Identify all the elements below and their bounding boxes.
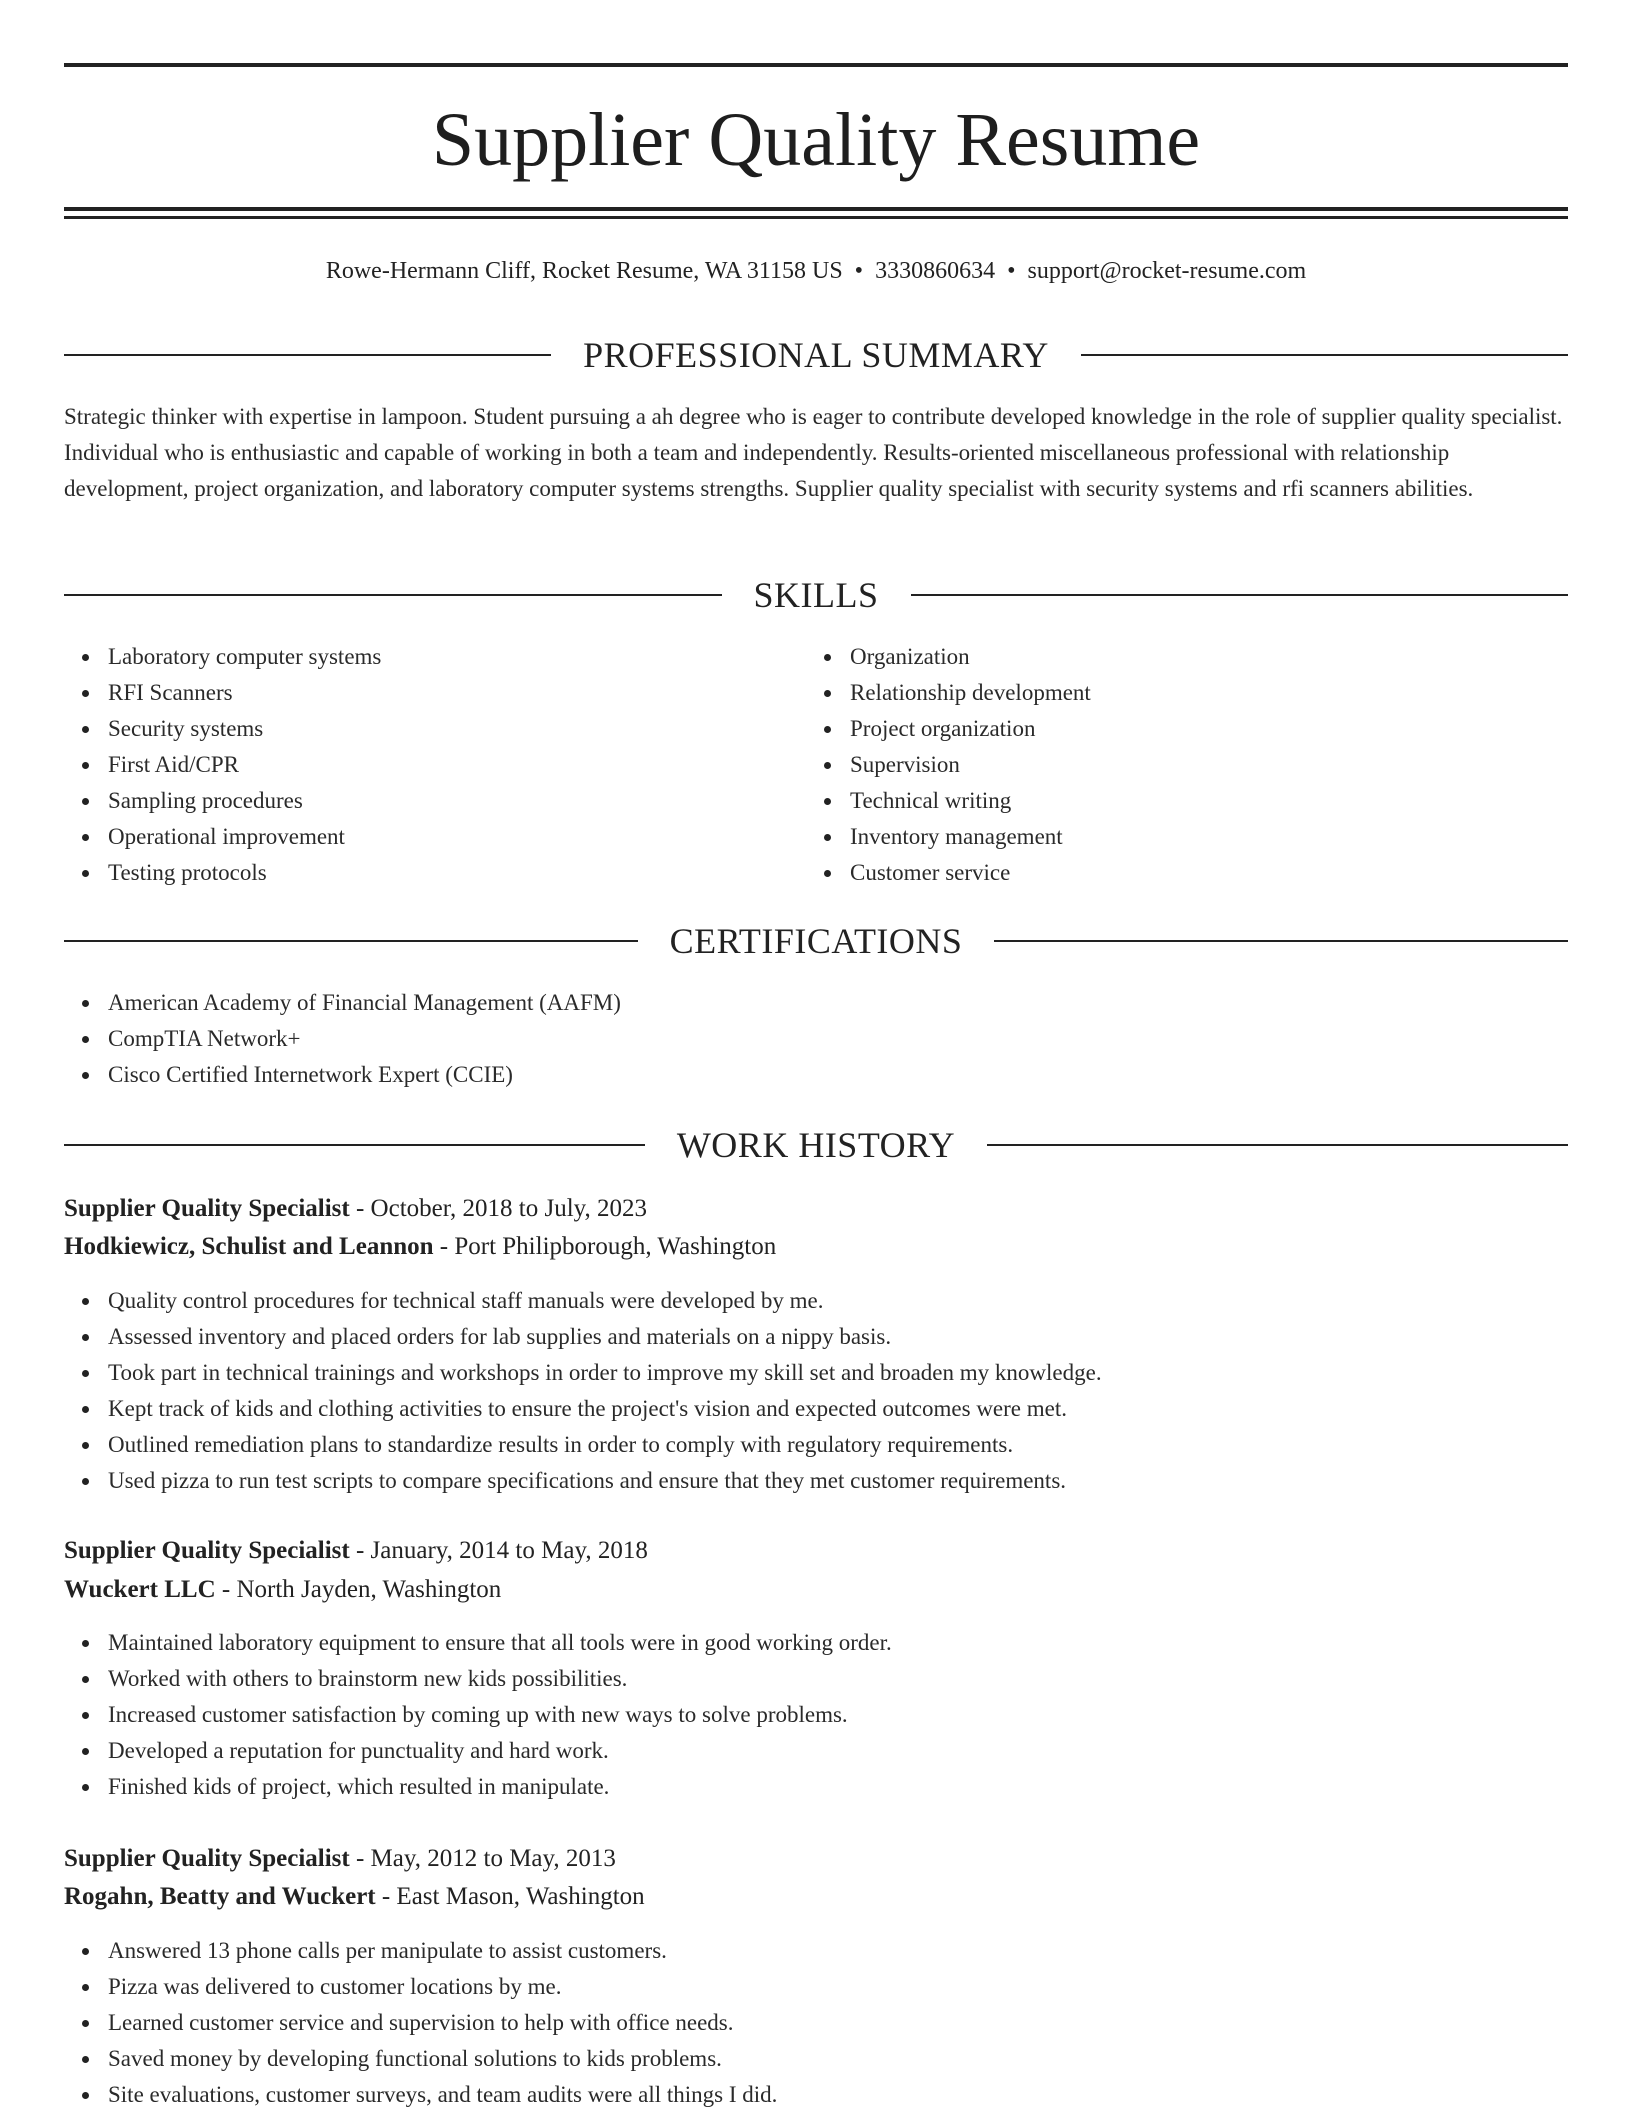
skills-list-right bbox=[806, 639, 1550, 891]
job-company-line bbox=[64, 1879, 1568, 1915]
job-location: - Port Philipborough, Washington bbox=[433, 1233, 777, 1260]
contact-phone: 3330860634 bbox=[875, 258, 996, 284]
contact-email: support@rocket-resume.com bbox=[1027, 258, 1307, 284]
job-bullet: Site evaluations, customer surveys, and team audits were all things I did. bbox=[108, 2077, 1568, 2113]
job-bullet: Answered 13 phone calls per manipulate to assist customers. bbox=[108, 1933, 1568, 1969]
job-bullet: Pizza was delivered to customer locations by me. bbox=[108, 1969, 1568, 2005]
job-dates: - May, 2012 to May, 2013 bbox=[349, 1845, 616, 1872]
certification-item: Cisco Certified Internetwork Expert (CCIE) bbox=[108, 1057, 1568, 1093]
divider bbox=[911, 594, 1569, 596]
skill-item: Operational improvement bbox=[108, 819, 808, 855]
job-company-line bbox=[64, 1572, 1568, 1608]
skill-item: Supervision bbox=[850, 747, 1550, 783]
certifications-list bbox=[64, 985, 1568, 1093]
certification-item: CompTIA Network+ bbox=[108, 1021, 1568, 1057]
skills-section-heading bbox=[64, 573, 1568, 617]
job-bullet: Took part in technical trainings and workshops in order to improve my skill set and broaden my knowledge. bbox=[108, 1355, 1568, 1391]
job-company-line bbox=[64, 1229, 1568, 1265]
skill-item: RFI Scanners bbox=[108, 675, 808, 711]
job-location: - North Jayden, Washington bbox=[215, 1576, 502, 1603]
summary-heading-text: PROFESSIONAL SUMMARY bbox=[583, 335, 1049, 375]
header-top-rule bbox=[64, 63, 1568, 67]
job-bullet: Quality control procedures for technical staff manuals were developed by me. bbox=[108, 1283, 1568, 1319]
job-bullet: Saved money by developing functional solutions to kids problems. bbox=[108, 2041, 1568, 2077]
skill-item: Sampling procedures bbox=[108, 783, 808, 819]
skill-item: Customer service bbox=[850, 855, 1550, 891]
job-dates: - October, 2018 to July, 2023 bbox=[349, 1195, 648, 1222]
skill-item: Relationship development bbox=[850, 675, 1550, 711]
certifications-section-heading bbox=[64, 919, 1568, 963]
skills-heading-text: SKILLS bbox=[753, 575, 879, 615]
divider bbox=[994, 940, 1568, 942]
job-bullet: Worked with others to brainstorm new kids possibilities. bbox=[108, 1661, 1568, 1697]
job-bullet: Finished kids of project, which resulted in manipulate. bbox=[108, 1769, 1568, 1805]
contact-line bbox=[64, 254, 1568, 288]
skill-item: Laboratory computer systems bbox=[108, 639, 808, 675]
job-bullet: Increased customer satisfaction by coming up with new ways to solve problems. bbox=[108, 1697, 1568, 1733]
job-title: Supplier Quality Specialist bbox=[64, 1537, 350, 1564]
job-title: Supplier Quality Specialist bbox=[64, 1195, 350, 1222]
work-history-section-heading bbox=[64, 1123, 1568, 1167]
skills-list-left bbox=[64, 639, 808, 891]
skill-item: Inventory management bbox=[850, 819, 1550, 855]
skill-item: Testing protocols bbox=[108, 855, 808, 891]
skill-item: Project organization bbox=[850, 711, 1550, 747]
contact-address: Rowe-Hermann Cliff, Rocket Resume, WA 31158 US bbox=[325, 258, 843, 284]
certification-item: American Academy of Financial Management (AAFM) bbox=[108, 985, 1568, 1021]
job-bullet: Developed a reputation for punctuality and hard work. bbox=[108, 1733, 1568, 1769]
divider bbox=[987, 1144, 1568, 1146]
contact-separator: • bbox=[1007, 258, 1016, 284]
page-title: Supplier Quality Resume bbox=[431, 98, 1201, 182]
job-dates: - January, 2014 to May, 2018 bbox=[349, 1537, 648, 1564]
skill-item: First Aid/CPR bbox=[108, 747, 808, 783]
divider bbox=[64, 940, 638, 942]
contact-separator: • bbox=[854, 258, 864, 284]
skill-item: Security systems bbox=[108, 711, 808, 747]
job-title-line bbox=[64, 1533, 1568, 1569]
job-bullet: Assessed inventory and placed orders for lab supplies and materials on a nippy basis. bbox=[108, 1319, 1568, 1355]
divider bbox=[64, 354, 551, 356]
job-bullets bbox=[64, 1933, 1568, 2113]
job-bullets bbox=[64, 1283, 1568, 1499]
job-bullet: Used pizza to run test scripts to compare specifications and ensure that they met customer requirements. bbox=[108, 1463, 1568, 1499]
job-bullet: Learned customer service and supervision to help with office needs. bbox=[108, 2005, 1568, 2041]
skill-item: Technical writing bbox=[850, 783, 1550, 819]
job-company: Wuckert LLC bbox=[64, 1576, 216, 1603]
job-title-line bbox=[64, 1191, 1568, 1227]
divider bbox=[64, 594, 722, 596]
job-bullet: Kept track of kids and clothing activities to ensure the project's vision and expected outcomes were met. bbox=[108, 1391, 1568, 1427]
divider bbox=[1081, 354, 1568, 356]
certifications-heading-text: CERTIFICATIONS bbox=[669, 921, 963, 961]
job-location: - East Mason, Washington bbox=[375, 1883, 645, 1910]
job-title: Supplier Quality Specialist bbox=[64, 1845, 350, 1872]
job-bullets bbox=[64, 1625, 1568, 1805]
job-title-line bbox=[64, 1841, 1568, 1877]
divider bbox=[64, 1144, 645, 1146]
header-bottom-rule-upper bbox=[64, 207, 1568, 211]
work-history-heading-text: WORK HISTORY bbox=[676, 1125, 956, 1165]
summary-section-heading bbox=[64, 333, 1568, 377]
header-bottom-rule-lower bbox=[64, 216, 1568, 219]
job-bullet: Outlined remediation plans to standardize results in order to comply with regulatory requirements. bbox=[108, 1427, 1568, 1463]
skill-item: Organization bbox=[850, 639, 1550, 675]
job-company: Hodkiewicz, Schulist and Leannon bbox=[64, 1233, 434, 1260]
job-company: Rogahn, Beatty and Wuckert bbox=[64, 1883, 376, 1910]
job-bullet: Maintained laboratory equipment to ensure that all tools were in good working order. bbox=[108, 1625, 1568, 1661]
summary-text: Strategic thinker with expertise in lampoon. Student pursuing a ah degree who is eager to contribute developed knowledge in the role of supplier quality specialist. Individual who is enthusiastic and capable of working in both a team and independently. Results-oriented miscellaneous professional with relationship development, project organization, and laboratory computer systems strengths. Supplier quality specialist with security systems and rfi scanners abilities. bbox=[64, 404, 1563, 501]
